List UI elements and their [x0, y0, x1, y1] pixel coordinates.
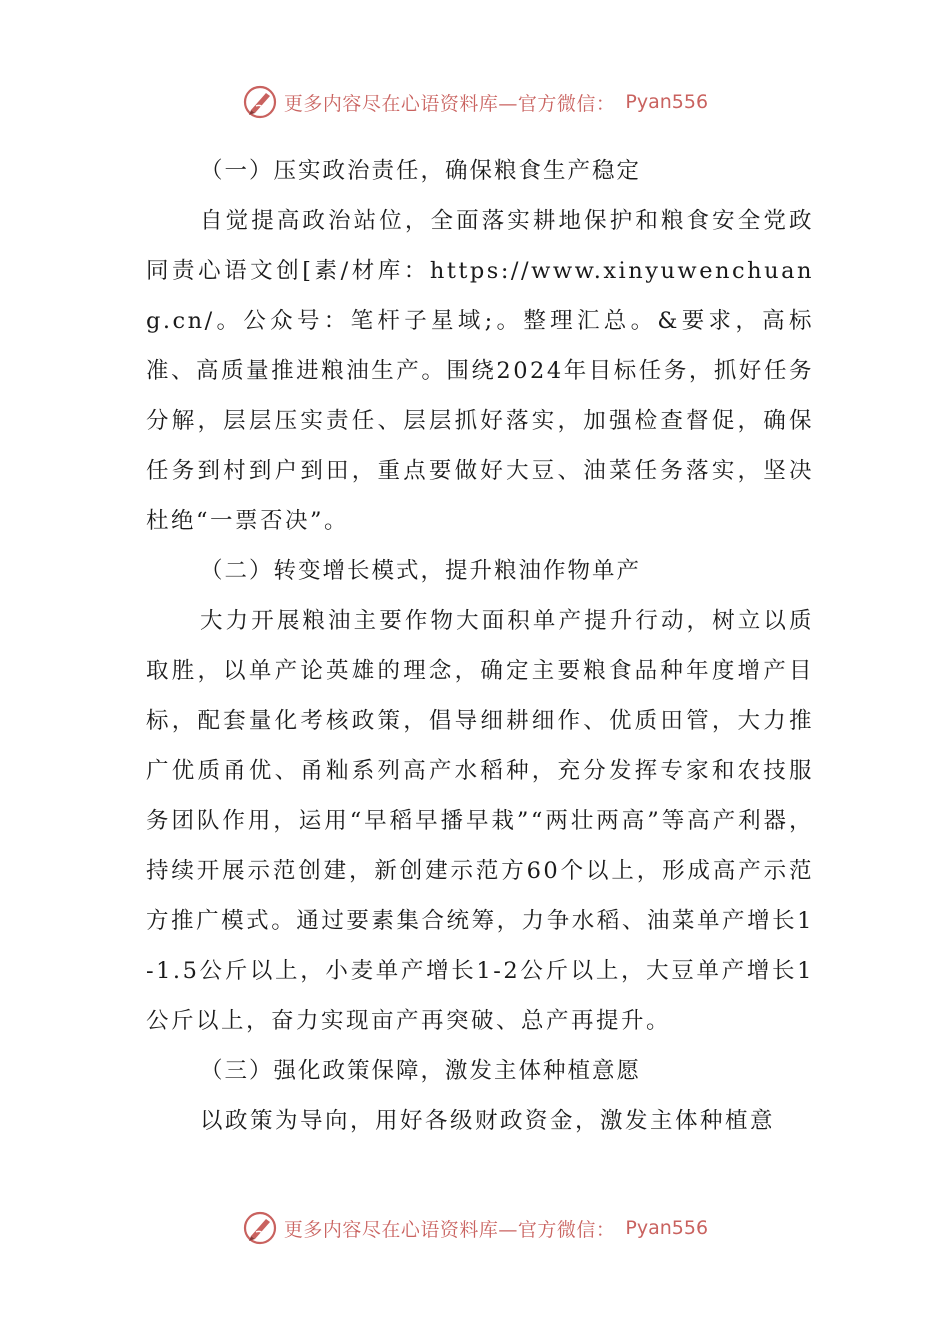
- banner-text: 更多内容尽在心语资料库—官方微信：: [283, 92, 616, 115]
- wechat-id: Pyan556: [625, 91, 709, 113]
- section-heading-3: （三）强化政策保障，激发主体种植意愿: [200, 1058, 642, 1084]
- header-banner: [0, 84, 950, 120]
- wechat-id: Pyan556: [625, 1217, 709, 1239]
- footer-banner: [0, 1210, 950, 1246]
- section-heading-1: （一）压实政治责任，确保粮食生产稳定: [200, 158, 642, 184]
- section-heading-2: （二）转变增长模式，提升粮油作物单产: [200, 558, 642, 584]
- pen-logo-icon: [242, 1210, 278, 1246]
- document-body: [146, 146, 814, 1146]
- pen-logo-icon: [242, 84, 278, 120]
- section-body-3: 以政策为导向，用好各级财政资金，激发主体种植意: [200, 1108, 776, 1134]
- section-body-1: 自觉提高政治站位，全面落实耕地保护和粮食安全党政同责心语文创[素/材库：https://www.xinyuwenchuang.cn/。公众号：笔杆子星域;。整理汇总。&要求，高标准、高质量推进粮油生产。围绕2024年目标任务，抓好任务分解，层层压实责任、层层抓好落实，加强检查督促，确保任务到村到户到田，重点要做好大豆、油菜任务落实，坚决杜绝“一票否决”。: [146, 208, 814, 534]
- section-body-2: 大力开展粮油主要作物大面积单产提升行动，树立以质取胜，以单产论英雄的理念，确定主要粮食品种年度增产目标，配套量化考核政策，倡导细耕细作、优质田管，大力推广优质甬优、甬籼系列高产水稻种，充分发挥专家和农技服务团队作用，运用“早稻早播早栽”“两壮两高”等高产利器，持续开展示范创建，新创建示范方60个以上，形成高产示范方推广模式。通过要素集合统筹，力争水稻、油菜单产增长1-1.5公斤以上，小麦单产增长1-2公斤以上，大豆单产增长1公斤以上，奋力实现亩产再突破、总产再提升。: [146, 608, 814, 1034]
- banner-text: 更多内容尽在心语资料库—官方微信：: [283, 1218, 616, 1241]
